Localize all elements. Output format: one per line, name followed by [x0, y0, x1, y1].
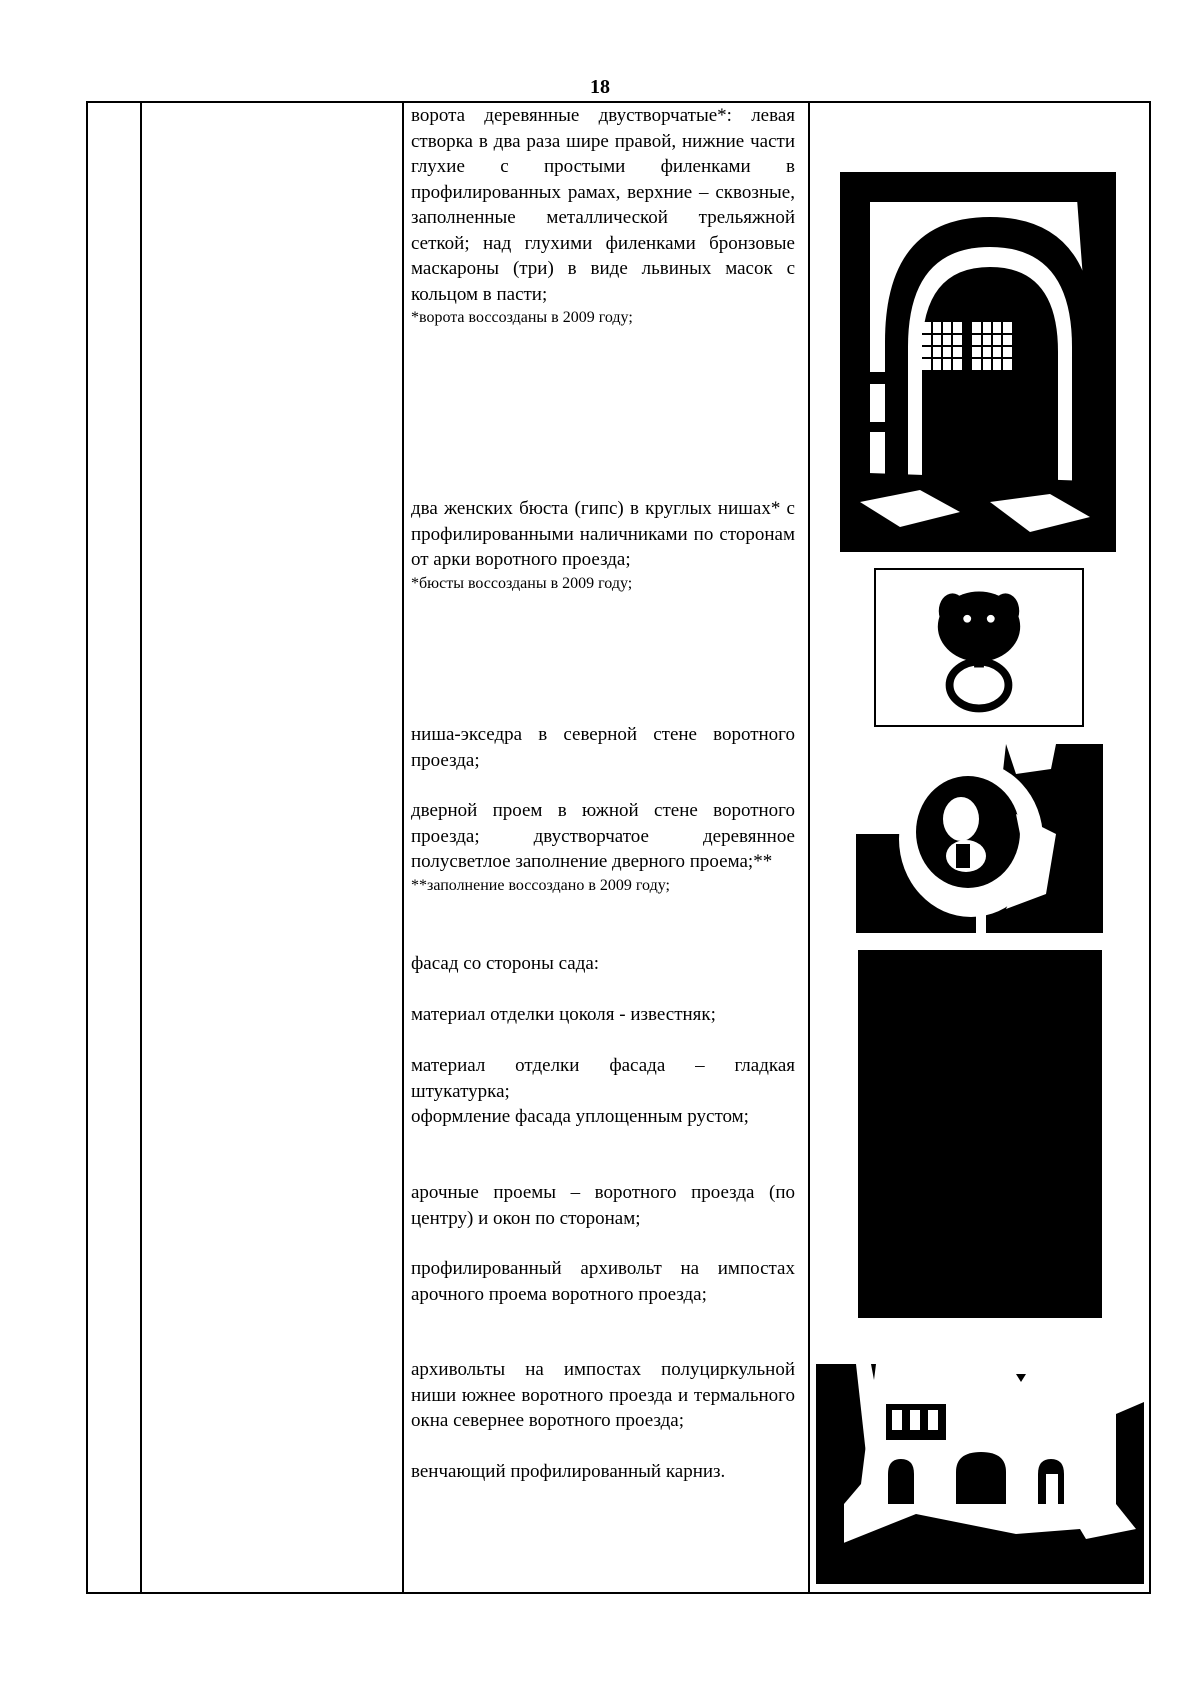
page-number: 18	[590, 76, 610, 98]
cornice: венчающий профилированный карниз.	[411, 1461, 726, 1482]
footnote: *ворота воссозданы в 2009 году;	[411, 309, 633, 326]
exedra-description: ниша-экседра в северной стене воротного проезда;	[411, 724, 795, 771]
gate-description: ворота деревянные двустворчатые*: левая створка в два раза шире правой, нижние части глухие с простыми филенками в профилированных рамах, верхние – сквозные, заполненные металлической трельяжной сеткой; над глухими филенками бронзовые маскароны (три) в виде львиных масок с кольцом в пасти; *ворота воссозданы в 2009 году;	[411, 105, 795, 326]
footnote: *бюсты воссозданы в 2009 году;	[411, 574, 633, 592]
footnote: **заполнение воссоздано в 2009 году;	[411, 876, 670, 894]
garden-facade-photo	[816, 1364, 1144, 1584]
bust-in-niche-photo	[856, 744, 1103, 933]
column-divider	[808, 103, 810, 1592]
black-photo	[858, 950, 1102, 1318]
arched-openings: арочные проемы – воротного проезда (по центру) и окон по сторонам;	[411, 1182, 795, 1229]
busts-description: два женских бюста (гипс) в круглых нишах* с профилированными наличниками по сторонам от арки воротного проезда; *бюсты воссозданы в 2009 году;	[411, 498, 795, 592]
facade-finish: материал отделки фасада – гладкая штукатурка; оформление фасада уплощенным рустом;	[411, 1055, 795, 1127]
lion-mask-knocker-photo	[874, 568, 1084, 727]
archivolt: профилированный архивольт на импостах арочного проема воротного проезда;	[411, 1258, 795, 1305]
column-divider	[402, 103, 404, 1592]
arched-gate-photo	[840, 172, 1116, 552]
plinth-material: материал отделки цоколя - известняк;	[411, 1004, 716, 1025]
column-divider	[140, 103, 142, 1592]
archivolts-niche: архивольты на импостах полуциркульной ниши южнее воротного проезда и термального окна севернее воротного проезда;	[411, 1359, 795, 1431]
doorway-description: дверной проем в южной стене воротного проезда; двустворчатое деревянное полусветлое заполнение дверного проема;** **заполнение воссоздано в 2009 году;	[411, 800, 795, 894]
garden-facade-heading: фасад со стороны сада:	[411, 953, 600, 974]
